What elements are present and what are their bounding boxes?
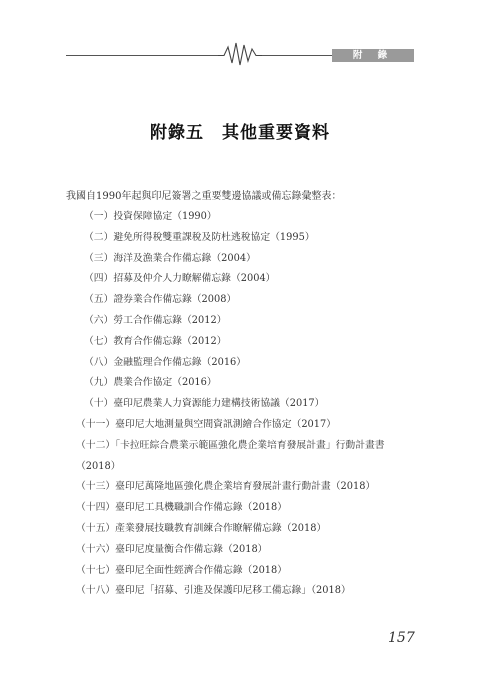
list-item: （十一）臺印尼大地測量與空間資訊測繪合作協定（2017）: [76, 418, 337, 430]
list-item: （一）投資保障協定（1990）: [84, 211, 217, 222]
list-item: （七）教育合作備忘錄（2012）: [84, 335, 227, 347]
list-item: （四）招募及仲介人力瞭解備忘錄（2004）: [84, 273, 276, 285]
list-item: （十二）「卡拉旺綜合農業示範區強化農企業培育發展計畫」行動計畫書: [76, 439, 385, 451]
list-item: （六）勞工合作備忘錄（2012）: [84, 314, 227, 326]
list-item: （八）金融監理合作備忘錄（2016）: [84, 356, 247, 368]
list-item: （十五）產業發展技職教育訓練合作瞭解備忘錄（2018）: [76, 522, 327, 534]
agreement-list: [66, 207, 426, 602]
list-item: （十）臺印尼農業人力資源能力建構技術協議（2017）: [84, 398, 325, 410]
appendix-tab: 附 錄: [332, 49, 414, 62]
list-item: （九）農業合作協定（2016）: [84, 377, 217, 389]
list-item: （五）證券業合作備忘錄（2008）: [84, 294, 237, 306]
intro-text: 我國自1990年起與印尼簽署之重要雙邊協議或備忘錄彙整表：: [66, 191, 342, 202]
list-item: （十四）臺印尼工具機職訓合作備忘錄（2018）: [76, 502, 288, 514]
page-title: 附錄五 其他重要資料: [150, 123, 330, 143]
list-item: （十七）臺印尼全面性經濟合作備忘錄（2018）: [76, 564, 288, 576]
page-header: [66, 36, 414, 68]
list-item: （二）避免所得稅雙重課稅及防杜逃稅協定（1995）: [84, 231, 315, 243]
list-item: （三）海洋及漁業合作備忘錄（2004）: [84, 252, 256, 264]
list-item: （十三）臺印尼萬隆地區強化農企業培育發展計畫行動計畫（2018）: [76, 481, 376, 493]
list-item: （十八）臺印尼「招募、引進及保護印尼移工備忘錄」（2018）: [76, 585, 351, 597]
list-item-continuation: （2018）: [76, 460, 121, 472]
list-item: （十六）臺印尼度量衡合作備忘錄（2018）: [76, 543, 268, 555]
page-number: 157: [388, 630, 415, 646]
